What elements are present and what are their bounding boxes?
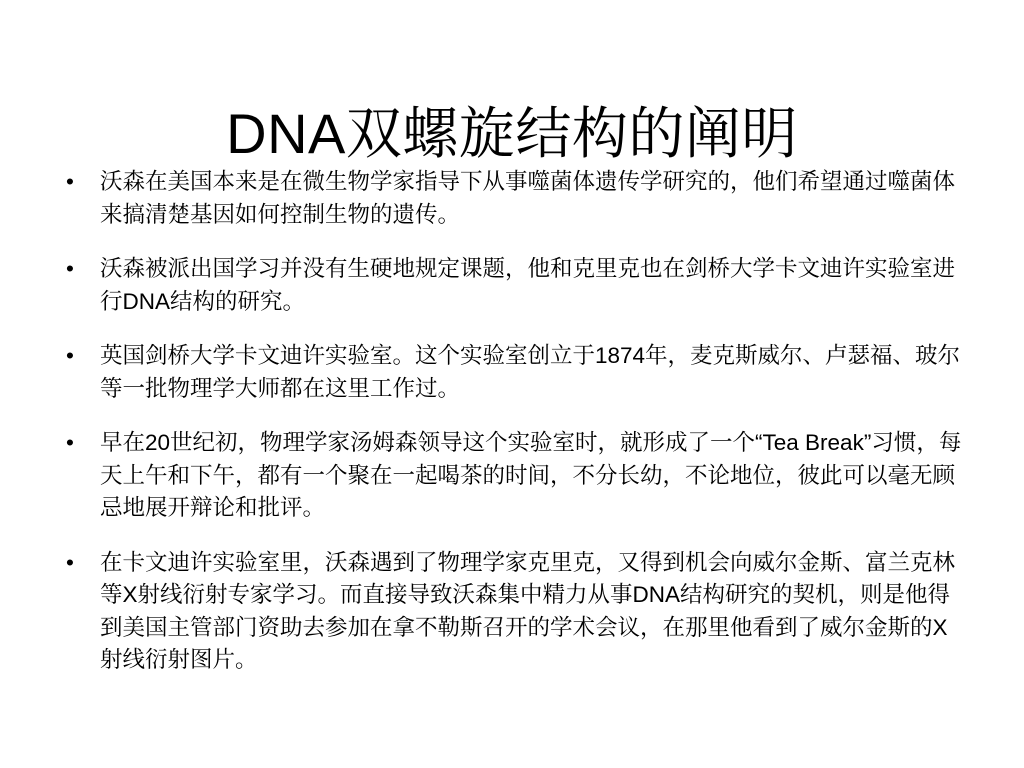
bullet-item bbox=[66, 253, 966, 318]
bullet-dot-icon: • bbox=[66, 256, 74, 281]
bullet-dot-icon: • bbox=[66, 430, 74, 455]
bullet-item bbox=[66, 166, 966, 231]
bullet-item bbox=[66, 340, 966, 405]
bullet-text: 沃森在美国本来是在微生物学家指导下从事噬菌体遗传学研究的，他们希望通过噬菌体来搞清楚基因如何控制生物的遗传。 bbox=[100, 169, 956, 227]
bullet-dot-icon: • bbox=[66, 549, 74, 575]
bullet-dot-icon: • bbox=[66, 343, 74, 368]
bullet-text: 早在20世纪初，物理学家汤姆森领导这个实验室时，就形成了一个“Tea Break”习惯，每天上午和下午，都有一个聚在一起喝茶的时间，不分长幼，不论地位，彼此可以毫无顾忌地展开辩论和批评。 bbox=[100, 430, 962, 520]
slide-title: DNA双螺旋结构的阐明 bbox=[226, 101, 798, 165]
bullet-dot-icon: • bbox=[66, 169, 74, 194]
bullet-text: 沃森被派出国学习并没有生硬地规定课题，他和克里克也在剑桥大学卡文迪许实验室进行DNA结构的研究。 bbox=[100, 256, 956, 314]
bullet-item bbox=[66, 547, 966, 677]
bullet-list bbox=[66, 166, 966, 699]
bullet-text: 在卡文迪许实验室里，沃森遇到了物理学家克里克，又得到机会向威尔金斯、富兰克林等X射线衍射专家学习。而直接导致沃森集中精力从事DNA结构研究的契机，则是他得到美国主管部门资助去参加在拿不勒斯召开的学术会议，在那里他看到了威尔金斯的X射线衍射图片。 bbox=[100, 549, 956, 672]
bullet-text: 英国剑桥大学卡文迪许实验室。这个实验室创立于1874年，麦克斯威尔、卢瑟福、玻尔等一批物理学大师都在这里工作过。 bbox=[100, 343, 961, 401]
bullet-item bbox=[66, 427, 966, 525]
